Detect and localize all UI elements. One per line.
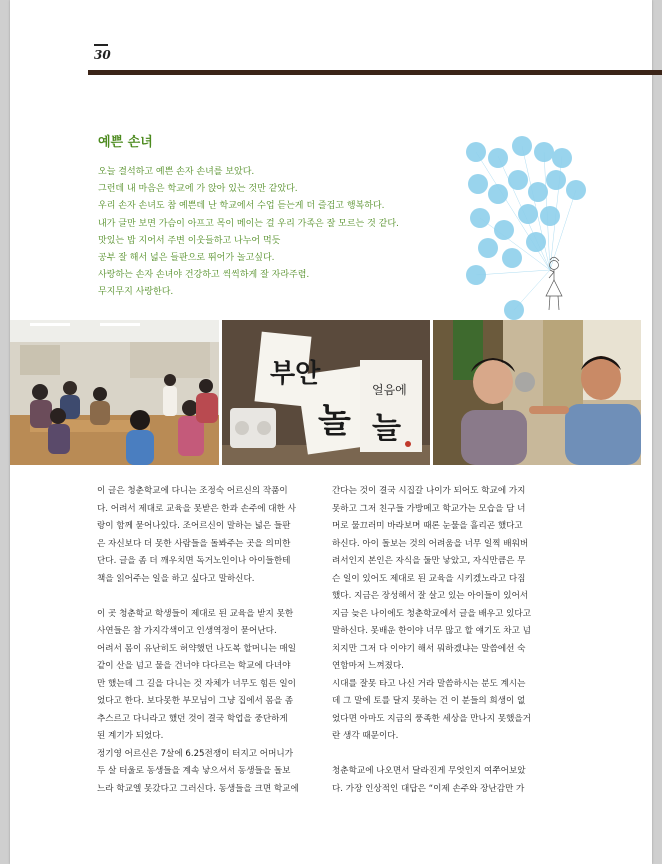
body-line: 시대를 잘못 타고 나신 거라 말씀하시는 분도 계시는	[332, 678, 526, 689]
body-line: 슨 일이 있어도 제대로 된 교육을 시키겠노라고 다짐	[332, 573, 526, 584]
poem-title: 예쁜 손녀	[98, 135, 153, 150]
body-line: 다. 가장 인상적인 대답은 “이제 손주와 장난감만 가	[332, 783, 525, 794]
calligraphy-word-2: 놀	[318, 401, 351, 441]
magazine-page	[10, 0, 652, 864]
body-line: 느라 학교엘 못갔다고 그러신다. 동생들을 크면 학교에	[97, 783, 299, 794]
body-line: 말하신다. 못배운 한이야 너무 많고 할 얘기도 차고 넘	[332, 626, 531, 636]
body-line: 머로 물끄러미 바라보며 때론 눈물을 흘리곤 했다고	[332, 521, 523, 531]
body-line: 했다. 지금은 장성해서 잘 살고 있는 아이들이 있어서	[332, 591, 529, 601]
body-line: 단다. 글을 좀 더 깨우치면 독거노인이나 아이들한테	[97, 556, 291, 566]
body-line: 치지만 그저 다 이야기 해서 뭐하겠냐는 말씀에선 숙	[332, 643, 526, 654]
body-line: 간다는 것이 결국 시집갈 나이가 되어도 학교에 가지	[332, 486, 526, 496]
body-line: 란 생각 때문이다.	[332, 731, 399, 741]
paragraph-gap	[332, 746, 544, 764]
body-line: 된 계기가 되었다.	[97, 731, 164, 741]
body-line: 연함마저 느껴졌다.	[332, 661, 404, 671]
calligraphy-word-4: 늘	[372, 411, 401, 446]
body-line: 이 곳 청춘학교 학생들이 제대로 된 교육을 받지 못한	[97, 608, 294, 619]
poem-line: 오늘 결석하고 예쁜 손자 손녀를 보았다.	[98, 167, 255, 177]
poem-line: 사랑하는 손자 손녀야 건강하고 씩씩하게 잘 자라주렴.	[98, 270, 310, 281]
body-line: 책을 읽어주는 일을 하고 싶다고 말하신다.	[97, 573, 255, 584]
body-line: 청춘학교에 나오면서 달라진게 무엇인지 여쭈어보았	[332, 766, 526, 776]
page-number-bar	[94, 44, 108, 46]
calligraphy-photo	[222, 320, 430, 465]
portrait-photo	[433, 320, 641, 465]
classroom-photo	[10, 320, 219, 465]
body-line: 랑이 함께 묻어나있다. 조어르신이 말하는 넓은 들판	[97, 521, 291, 531]
poem-line: 무지무지 사랑한다.	[98, 287, 174, 298]
poem-line: 공부 잘 해서 넓은 들판으로 뛰어가 놀고싶다.	[98, 252, 275, 263]
page-number: 30	[94, 48, 111, 62]
body-line: 같이 산을 넘고 물을 건너야 다다르는 학교에 다녀야	[97, 661, 291, 671]
body-line: 이 글은 청춘학교에 다니는 조정숙 어르신의 작품이	[97, 486, 288, 496]
calligraphy-word-3: 얼음에	[372, 383, 407, 397]
body-line: 두 살 터울로 동생들을 계속 낳으셔서 동생들을 돌보	[97, 766, 291, 776]
body-line: 었다고 한다. 보다못한 부모님이 그냥 집에서 몸을 좀	[97, 696, 294, 706]
balloon-girl-illustration	[458, 130, 598, 325]
poem-line: 내가 글만 보면 가슴이 아프고 목이 메이는 걸 우리 가족은 잘 모르는 것 같다.	[98, 218, 399, 229]
poem-line: 맛있는 밥 지어서 주변 이웃들하고 나누어 먹듯	[98, 235, 281, 246]
body-line: 은 자신보다 더 못한 사람들을 돌봐주는 곳을 의미한	[97, 538, 291, 549]
poem-line: 우리 손자 손녀도 참 예쁜데 난 학교에서 수업 듣는게 더 즐겁고 행복하다.	[98, 201, 385, 212]
header-rule	[88, 70, 662, 75]
body-line: 추스르고 다니라고 했던 것이 결국 학업을 중단하게	[97, 713, 288, 724]
body-line: 어려서 몸이 유난히도 허약했던 나도복 할머니는 매일	[97, 643, 297, 654]
body-line: 못하고 그저 친구들 가방메고 학교가는 모습을 담 너	[332, 503, 526, 514]
body-right-column	[332, 483, 544, 798]
body-line: 데 그 말에 토를 달지 못하는 건 이 분들의 희생이 없	[332, 696, 526, 706]
body-line: 만 했는데 그 길을 다니는 것 자체가 너무도 힘든 일이	[97, 678, 296, 689]
poem-body	[98, 164, 468, 302]
paragraph-gap	[97, 588, 309, 606]
body-line: 려서인지 본인은 자식을 둘만 낳았고, 자식만큼은 무	[332, 556, 526, 566]
body-line: 정기영 어르신은 7살에 6.25전쟁이 터지고 어머니가	[97, 748, 293, 759]
calligraphy-word-1: 부안	[270, 359, 321, 389]
body-line: 하신다. 아이 돌보는 것의 어려움을 너무 일찍 배워버	[332, 538, 529, 549]
body-line: 사연들은 참 가지각색이고 인생역정이 묻어난다.	[97, 626, 277, 636]
body-line: 다. 어려서 제대로 교육을 못받은 한과 손주에 대한 사	[97, 503, 296, 514]
poem-line: 그런데 내 마음은 학교에 가 앉아 있는 것만 같았다.	[98, 184, 298, 195]
body-left-column	[97, 483, 309, 798]
body-line: 었다면 아마도 지금의 풍족한 세상을 만나지 못했을거	[332, 713, 532, 724]
body-line: 지금 늦은 나이에도 청춘학교에서 글을 배우고 있다고	[332, 608, 532, 619]
